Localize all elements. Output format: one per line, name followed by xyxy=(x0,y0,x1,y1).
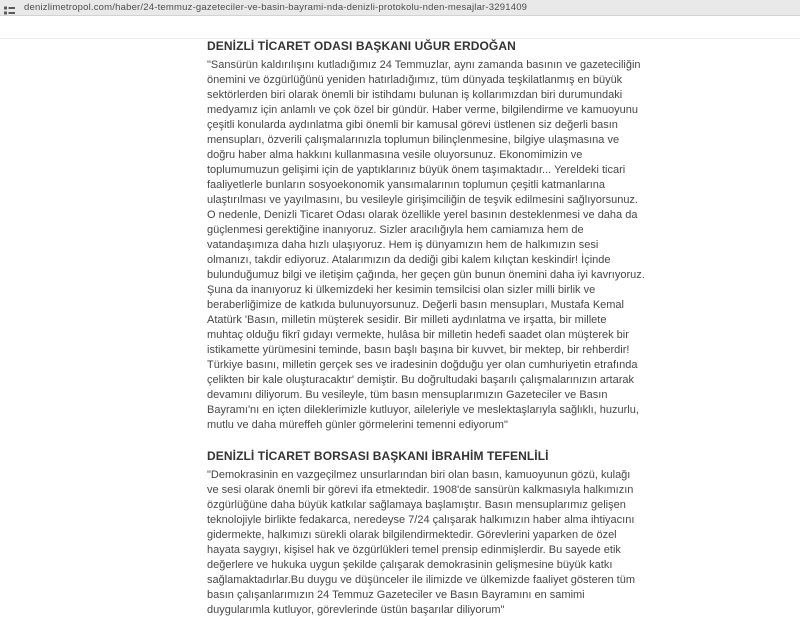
section-heading-ticaret-odasi: DENİZLİ TİCARET ODASI BAŞKANI UĞUR ERDOĞAN xyxy=(207,39,516,53)
url-text: denizlimetropol.com/haber/24-temmuz-gazeteciler-ve-basin-bayrami-nda-denizli-protokolu-nden-mesajlar-3291409 xyxy=(24,2,528,13)
site-list-icon xyxy=(4,3,15,13)
section-body-ticaret-borsasi: "Demokrasinin en vazgeçilmez unsurlarından biri olan basın, kamuoyunun gözü, kulağı ve sesi olarak önemli bir görevi ifa etmektedir. 1908'de sansürün kalkmasıyla halkımızın özgürlüğüne daha büyük katkılar sağlamaya başlamıştır. Basın mensuplarımız gelişen teknolojiyle birlikte fedakarca, neredeyse 7/24 çalışarak halkımızın haber alma ihtiyacını gidermekte, halkımızı sürekli olarak bilgilendirmektedir. Görevlerini yaparken de özel hayata saygıyı, kişisel hak ve özgürlükleri temel prensip edinmişlerdir. Bu sayede etik değerlere ve hukuka uygun şekilde çalışarak demokrasinin gelişmesine büyük katkı sağlamaktadırlar.Bu duygu ve düşünceler ile ilimizde ve ülkemizde faaliyet gösteren tüm basın çalışanlarımızın 24 Temmuz Gazeteciler ve Basın Bayramını en samimi duygularımla kutluyor, görevlerinde üstün başarılar diliyorum" xyxy=(207,469,635,616)
url-bar[interactable] xyxy=(0,0,800,16)
section-body-ticaret-odasi: "Sansürün kaldırılışını kutladığımız 24 Temmuzlar, aynı zamanda basının ve gazeteciliğin önemini ve özgürlüğünü yeniden hatırladığımız, tüm dünyada teşkilatlanmış en büyük sektörlerden biri olarak önemli bir istihdamı bulunan iş kollarımızdan biri durumundaki medyamız için anlamlı ve çok özel bir gündür. Haber verme, bilgilendirme ve kamuoyunu çeşitli konularda aydınlatma gibi önemli bir kamusal görevi üstlenen siz değerli basın mensupları, özverili çalışmalarınızla toplumun bilinçlenmesine, bilgiye ulaşmasına ve doğru haber alma hakkını kullanmasına vesile oluyorsunuz. Ekonomimizin ve toplumumuzun gelişimi için de yaptıklarınız büyük önem taşımaktadır... Yereldeki ticari faaliyetlerle bunların sosyoekonomik yansımalarının toplumun çeşitli katmanlarına ulaştırılması ve yayılmasını, bu vesileyle girişimciliğin de teşvik edilmesini sağlıyorsunuz. O nedenle, Denizli Ticaret Odası olarak özellikle yerel basının desteklenmesi ve daha da güçlenmesi gerektiğine inanıyoruz. Sizler aracılığıyla hem camiamıza hem de vatandaşımıza daha hızlı ulaşıyoruz. Hem iş dünyamızın hem de halkımızın sesi olmanızı, takdir ediyoruz. Atalarımızın da dediği gibi kalem kılıçtan keskindir! İçinde bulunduğumuz bilgi ve iletişim çağında, her geçen gün bunun önemini daha iyi kavrıyoruz. Şuna da inanıyoruz ki ülkemizdeki her kesimin temsilcisi olan sizler milli birlik ve beraberliğimize de katkıda bulunuyorsunuz. Değerli basın mensupları, Mustafa Kemal Atatürk 'Basın, milletin müşterek sesidir. Bir milleti aydınlatma ve irşatta, bir millete muhtaç olduğu fikrî gıdayı vermekte, hulâsa bir milletin hedefi saadet olan müşterek bir istikamette yürümesini teminde, basın başlı başına bir kuvvet, bir mektep, bir rehberdir! Türkiye basını, milletin gerçek ses ve iradesinin doğduğu yer olan cumhuriyetin etrafında çelikten bir kale oluşturacaktır' demiştir. Bu doğrultudaki başarılı çalışmalarınızın artarak devamını diliyorum. Bu vesileyle, tüm basın mensuplarımızın Gazeteciler ve Basın Bayramı'nı en içten dileklerimizle kutluyor, aileleriyle ve meslektaşlarıyla sağlıklı, huzurlu, mutlu ve daha müreffeh günler görmelerini temenni ediyorum" xyxy=(207,59,645,431)
article-content xyxy=(207,39,645,618)
section-heading-ticaret-borsasi: DENİZLİ TİCARET BORSASI BAŞKANI İBRAHİM TEFENLİLİ xyxy=(207,449,549,463)
